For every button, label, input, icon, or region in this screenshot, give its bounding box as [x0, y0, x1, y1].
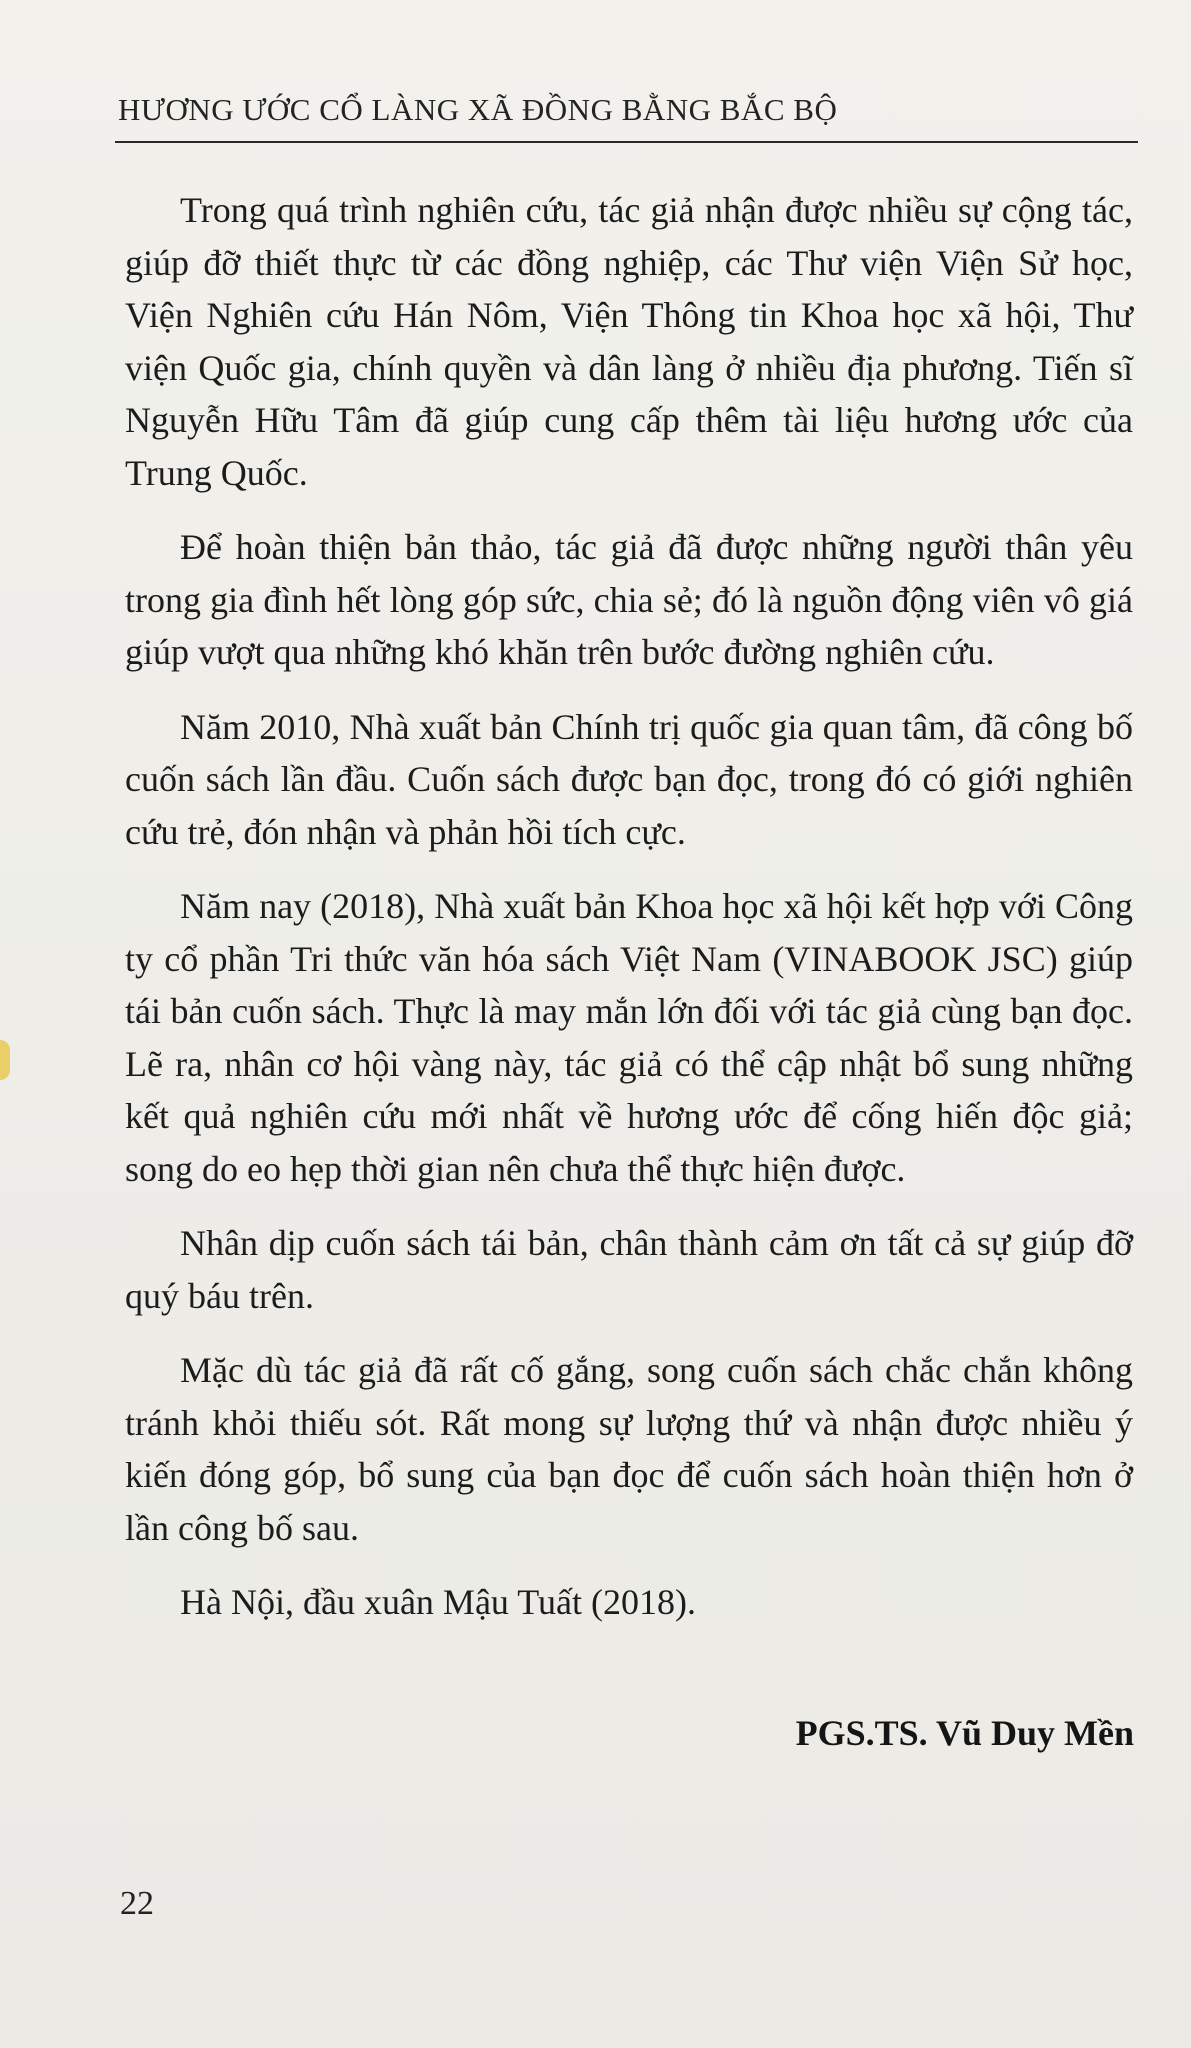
paragraph-apology: Mặc dù tác giả đã rất cố gắng, song cuốn sách chắc chắn không tránh khỏi thiếu sót. Rất mong sự lượng thứ và nhận được nhiều ý kiến đóng góp, bổ sung của bạn đọc để cuốn sách hoàn thiện hơn ở lần công bố sau. [125, 1350, 1133, 1548]
paragraph-family: Để hoàn thiện bản thảo, tác giả đã được những người thân yêu trong gia đình hết lòng góp sức, chia sẻ; đó là nguồn động viên vô giá giúp vượt qua những khó khăn trên bước đường nghiên cứu. [125, 527, 1133, 672]
paragraph-thanks: Nhân dịp cuốn sách tái bản, chân thành cảm ơn tất cả sự giúp đỡ quý báu trên. [125, 1223, 1133, 1316]
paragraph-first-edition: Năm 2010, Nhà xuất bản Chính trị quốc gia quan tâm, đã công bố cuốn sách lần đầu. Cuốn sách được bạn đọc, trong đó có giới nghiên cứu trẻ, đón nhận và phản hồi tích cực. [125, 706, 1133, 852]
page-number: 22 [120, 1885, 154, 1922]
edge-stain [0, 1040, 10, 1080]
paragraph-place-date: Hà Nội, đầu xuân Mậu Tuất (2018). [180, 1582, 696, 1622]
body-text [125, 184, 1133, 1651]
header-rule [115, 141, 1138, 143]
running-head: HƯƠNG ƯỚC CỔ LÀNG XÃ ĐỒNG BẰNG BẮC BỘ [118, 92, 838, 127]
paragraph-reprint: Năm nay (2018), Nhà xuất bản Khoa học xã hội kết hợp với Công ty cổ phần Tri thức văn hóa sách Việt Nam (VINABOOK JSC) giúp tái bản cuốn sách. Thực là may mắn lớn đối với tác giả cùng bạn đọc. Lẽ ra, nhân cơ hội vàng này, tác giả có thể cập nhật bổ sung những kết quả nghiên cứu mới nhất về hương ước để cống hiến độc giả; song do eo hẹp thời gian nên chưa thể thực hiện được. [125, 886, 1133, 1189]
paragraph-acknowledgement: Trong quá trình nghiên cứu, tác giả nhận được nhiều sự cộng tác, giúp đỡ thiết thực từ các đồng nghiệp, các Thư viện Viện Sử học, Viện Nghiên cứu Hán Nôm, Viện Thông tin Khoa học xã hội, Thư viện Quốc gia, chính quyền và dân làng ở nhiều địa phương. Tiến sĩ Nguyễn Hữu Tâm đã giúp cung cấp thêm tài liệu hương ước của Trung Quốc. [125, 190, 1133, 493]
author-signature: PGS.TS. Vũ Duy Mền [795, 1713, 1134, 1753]
